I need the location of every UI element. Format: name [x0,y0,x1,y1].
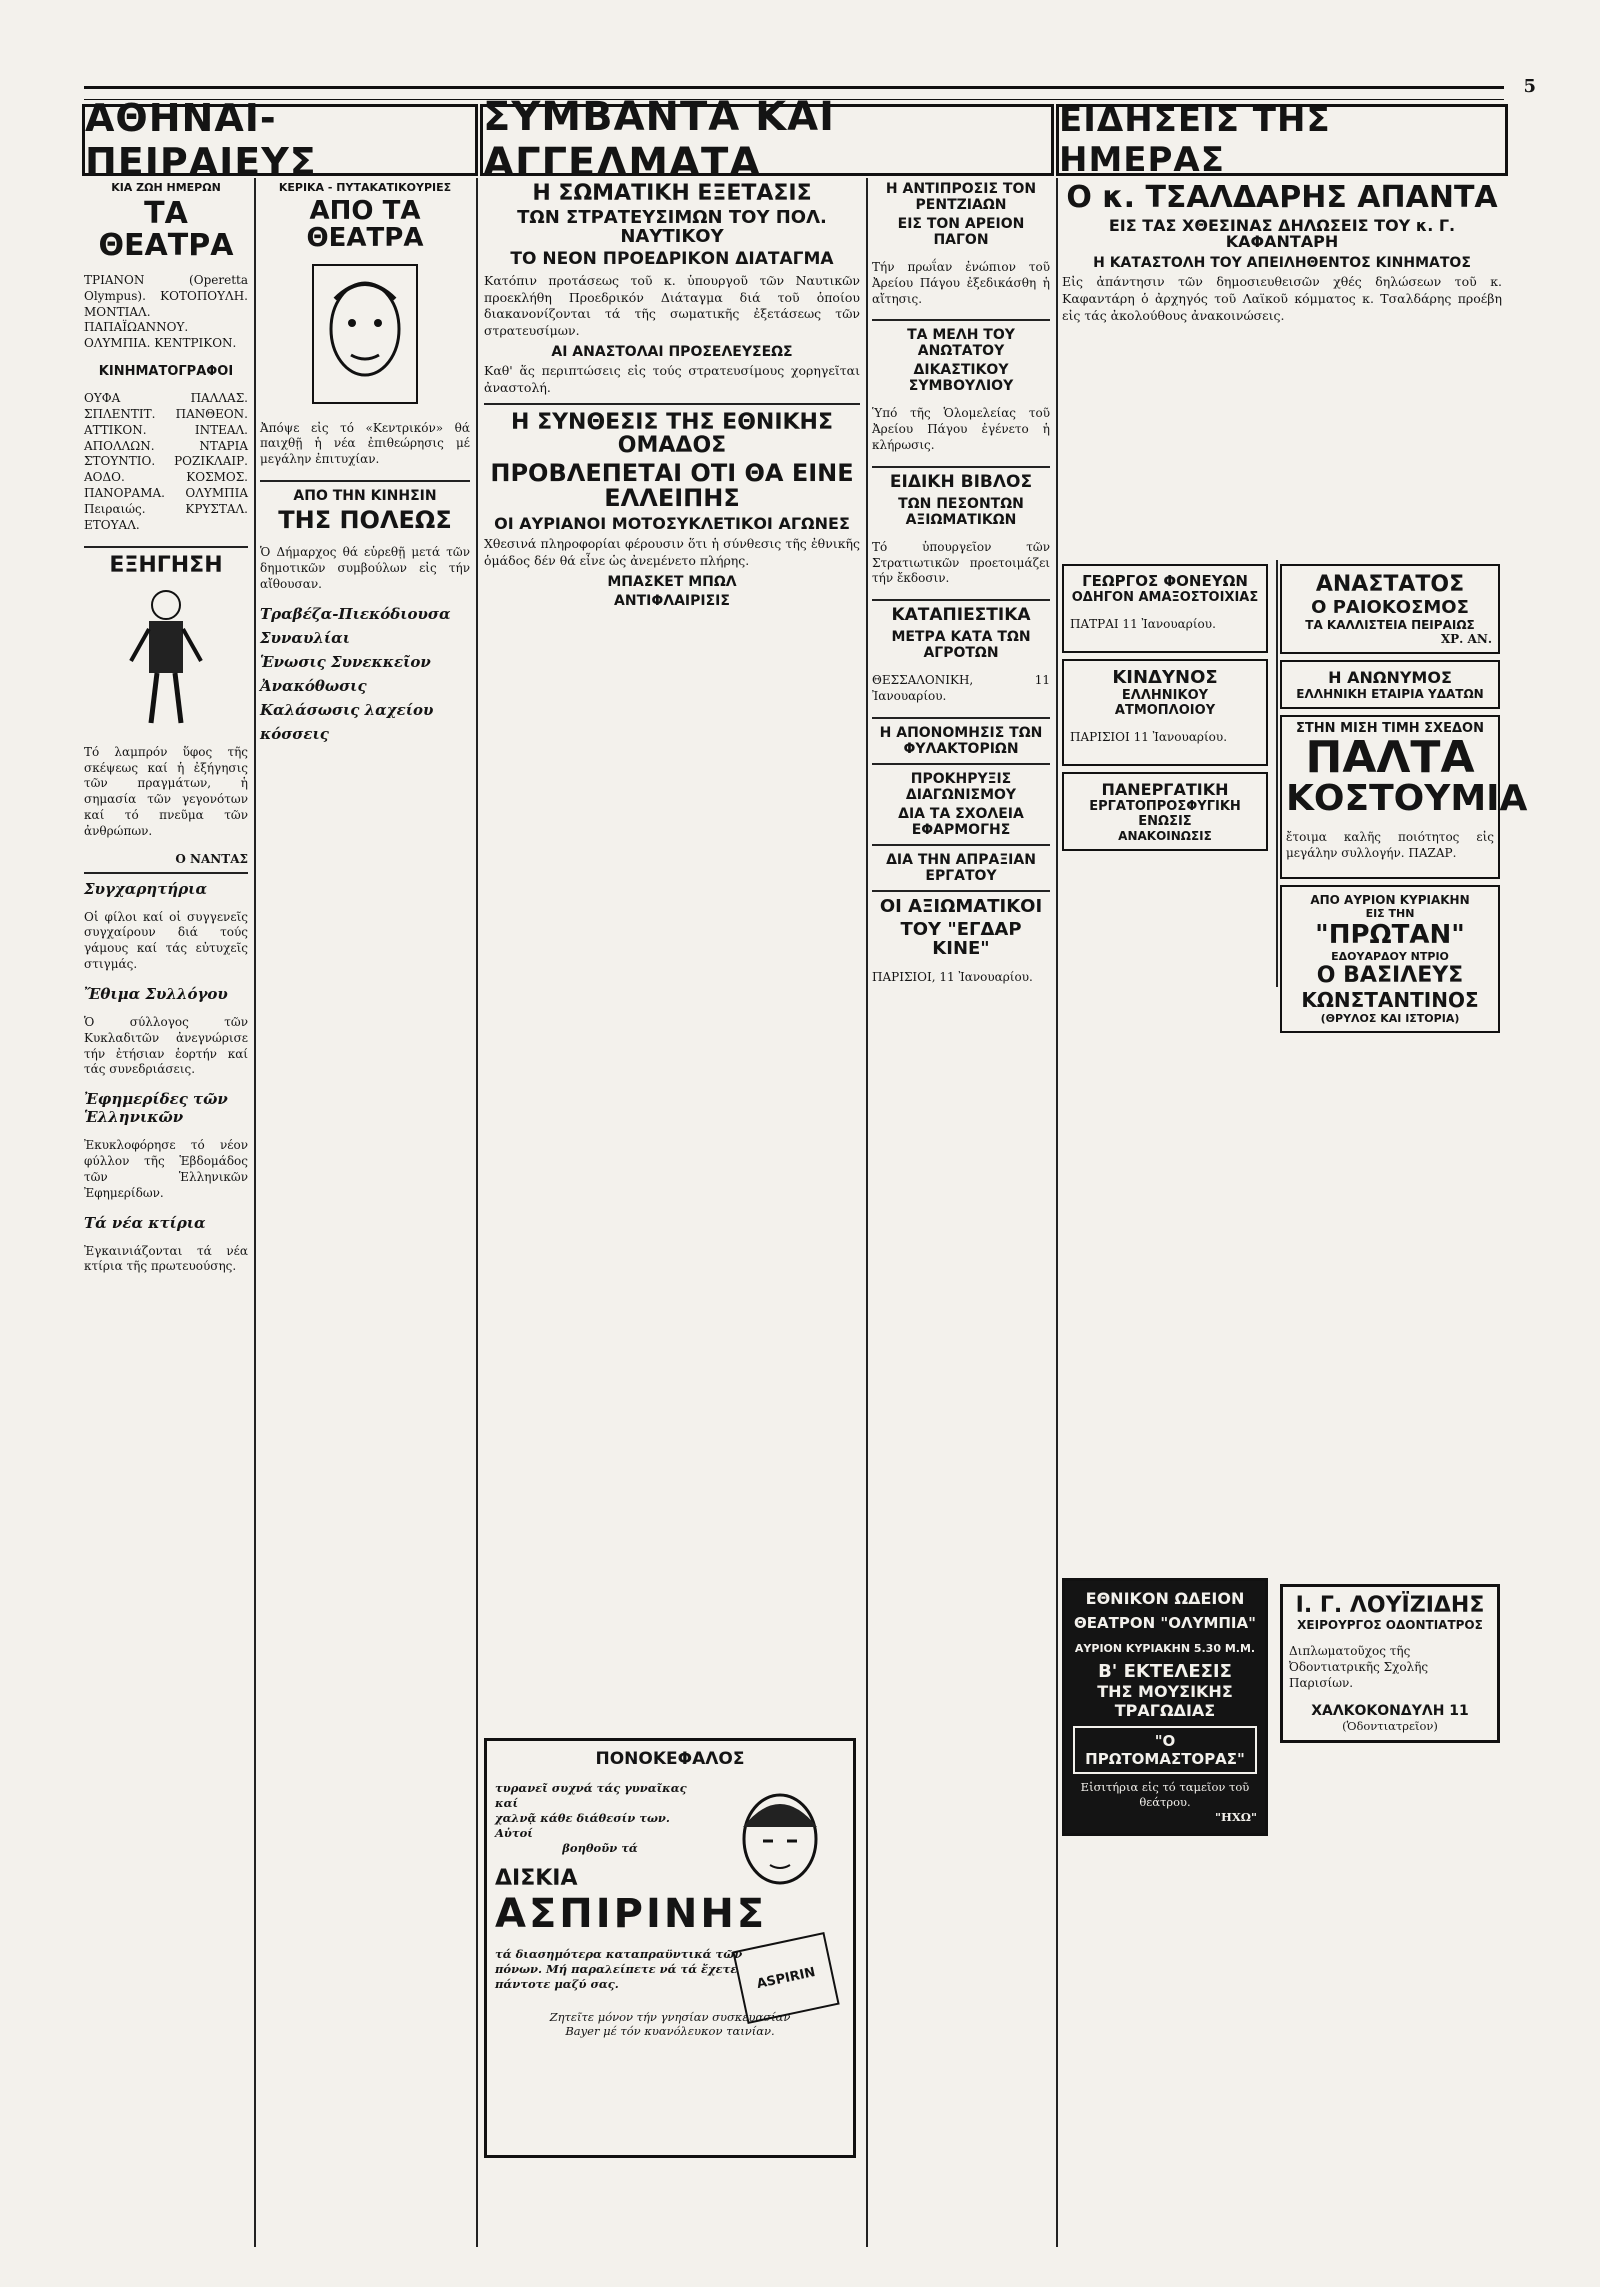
section-body: Ὁ σύλλογος τῶν Κυκλαδιτῶν ἀνεγνώρισε τήν ἐτήσιαν ἑορτήν καί τάς συνεδριάσεις. [84,1014,248,1077]
headline: ΕΙΣ ΤΟΝ ΑΡΕΙΟΝ ΠΑΓΟΝ [897,216,1025,248]
ad-headline: ΠΑΛΤΑ [1305,732,1475,783]
box-headline: ΕΛΛΗΝΙΚΗ ΕΤΑΙΡΙΑ ΥΔΑΤΩΝ [1296,687,1484,701]
section-body: Οἱ φίλοι καί οἱ συγγενεῖς συγχαίρουν διά τούς γάμους καί τάς εὐτυχεῖς στιγμάς. [84,909,248,972]
box-body: ΠΑΡΙΣΙΟΙ 11 Ἰανουαρίου. [1070,729,1228,744]
divider [872,319,1050,321]
headline: Η ΑΠΟΝΟΜΗΣΙΣ ΤΩΝ ΦΥΛΑΚΤΟΡΙΩΝ [879,724,1043,757]
headline: ΤΑ ΜΕΛΗ ΤΟΥ ΑΝΩΤΑΤΟΥ [907,327,1015,360]
section-title: κόσσεις [260,724,329,743]
dentist-advertisement-wrap [1280,1578,1500,1749]
divider [84,872,248,874]
divider [872,844,1050,846]
news-box [1280,660,1500,709]
section-title: Ἔθιμα Συλλόγου [84,984,228,1003]
cartoon-figure-illustration [121,583,211,733]
article-body: Εἰς ἀπάντησιν τῶν δημοσιευθεισῶν χθές δηλώσεων τοῦ κ. Καφαντάρη ὁ ἀρχηγός τοῦ Λαϊκοῦ κόμματος κ. Τσαλδάρης προέβη εἰς τάς ἀκολούθους ἀνακοινώσεις. [1062,274,1502,323]
ad-text: χαλνᾷ κάθε διάθεσίν των. Αὐτοί [495,1810,670,1840]
section-title: Συναυλίαι [260,628,350,647]
left-subcolumn [1062,558,1268,857]
box-headline: ΑΝΑΚΟΙΝΩΣΙΣ [1118,828,1212,843]
ad-body: Διπλωματοῦχος τῆς Ὀδοντιατρικῆς Σχολῆς Παρισίων. [1289,1644,1429,1690]
section-body: Τό λαμπρόν ὕφος τῆς σκέψεως καί ἡ ἐξήγησις τῶν πραγμάτων, ἡ σημασία τῶν γεγονότων καί τό πνεῦμα τῶν ἀνθρώπων. [84,744,248,838]
ad-text: ΧΕΙΡΟΥΡΓΟΣ ΟΔΟΝΤΙΑΤΡΟΣ [1297,1618,1483,1632]
box-headline: ΕΛΛΗΝΙΚΟΥ ΑΤΜΟΠΛΟΙΟΥ [1114,687,1216,718]
masthead-athens-piraeus: ΑΘΗΝΑΙ-ΠΕΙΡΑΙΕΥΣ [82,104,478,176]
portrait-caricature-illustration [305,259,425,409]
ad-text: ΧΑΛΚΟΚΟΝΔΥΛΗ 11 [1311,1703,1469,1720]
subheadline: ΑΙ ΑΝΑΣΤΟΛΑΙ ΠΡΟΣΕΛΕΥΣΕΩΣ [551,344,793,361]
divider [872,599,1050,601]
ad-text: πάντοτε μαζύ σας. [495,1976,619,1991]
ad-product: ΔΙΣΚΙΑ [495,1865,578,1891]
news-box [1280,564,1500,654]
column-rule [254,178,256,2247]
box-headline: ΠΑΝΕΡΓΑΤΙΚΗ [1101,779,1229,799]
section-title: Καλάσωσις λαχείου [260,700,434,719]
ad-text: ΑΠΟ ΑΥΡΙΟΝ ΚΥΡΙΑΚΗΝ [1310,893,1470,908]
ad-text: τά διασημότερα καταπραϋντικά τῶν [495,1946,743,1961]
box-headline: ΓΕΩΡΓΟΣ ΦΟΝΕΥΩΝ [1082,572,1248,590]
ad-footer: Bayer μέ τόν κυανόλευκον ταινίαν. [565,2024,775,2039]
headline: ΟΙ ΑΞΙΩΜΑΤΙΚΟΙ [879,895,1043,917]
headline: ΔΙΑ ΤΑ ΣΧΟΛΕΙΑ ΕΦΑΡΜΟΓΗΣ [898,805,1024,838]
right-subcolumn [1280,558,1528,1039]
box-headline: ΟΔΗΓΟΝ ΑΜΑΞΟΣΤΟΙΧΙΑΣ [1071,590,1259,605]
article-body: Τήν πρωΐαν ἐνώπιον τοῦ Ἀρείου Πάγου ἐξεδικάσθη ἡ αἴτησις. [872,260,1050,306]
ad-text: ΣΤΗΝ ΜΙΣΗ ΤΙΜΗ ΣΧΕΔΟΝ [1296,721,1484,736]
column-rule [1056,178,1058,2247]
headline: ΕΙΔΙΚΗ ΒΙΒΛΟΣ [889,471,1033,492]
box-headline: ΕΡΓΑΤΟΠΡΟΣΦΥΓΙΚΗ ΕΝΩΣΙΣ [1089,798,1241,829]
news-box [1062,564,1268,653]
divider [872,717,1050,719]
headline: Ο κ. ΤΣΑΛΔΑΡΗΣ ΑΠΑΝΤΑ [1066,180,1498,215]
signature: ΧΡ. ΑΝ. [1440,632,1492,646]
subheadline: ΜΠΑΣΚΕΤ ΜΠΩΛ [607,574,737,591]
column-1 [84,178,248,2248]
section-title: ΕΞΗΓΗΣΗ [109,552,223,578]
ad-signature: "ΗΧΩ" [1214,1809,1257,1824]
section-body: Ἀπόψε εἰς τό «Κεντρικόν» θά παιχθῇ ἡ νέα ἐπιθεώρησις μέ μεγάλην ἐπιτυχίαν. [260,420,470,467]
divider [484,403,860,405]
box-headline: Η ΑΝΩΝΥΜΟΣ [1328,668,1452,687]
column-2 [260,178,470,2248]
ad-text: Εἰσιτήρια εἰς τό ταμεῖον τοῦ θεάτρου. [1080,1780,1250,1809]
ad-headline: ΤΡΑΓΩΔΙΑΣ [1114,1701,1216,1720]
section-title: Συγχαρητήρια [84,879,207,898]
column-kicker: ΚΕΡΙΚΑ - ΠΥΤΑΚΑΤΙΚΟΥΡΙΕΣ [278,181,452,194]
ad-headline: ΚΩΝΣΤΑΝΤΙΝΟΣ [1301,988,1479,1013]
section-body: Ὁ Δήμαρχος θά εὑρεθῇ μετά τῶν δημοτικῶν συμβούλων εἰς τήν αἴθουσαν. [260,545,470,591]
ad-text: ΕΙΣ ΤΗΝ [1365,907,1415,921]
ad-body: ἔτοιμα καλῆς ποιότητος εἰς μεγάλην συλλογήν. ΠΑΖΑΡ. [1286,829,1494,860]
ad-headline: "Ο ΠΡΩΤΟΜΑΣΤΟΡΑΣ" [1073,1726,1257,1774]
headline: ΤΩΝ ΣΤΡΑΤΕΥΣΙΜΩΝ ΤΟΥ ΠΟΛ. ΝΑΥΤΙΚΟΥ [517,207,827,247]
ad-headline: ΤΗΣ ΜΟΥΣΙΚΗΣ [1097,1682,1233,1701]
cinemas-title: ΚΙΝΗΜΑΤΟΓΡΑΦΟΙ [98,364,234,380]
article-body: Καθ' ἅς περιπτώσεις εἰς τούς στρατευσίμους χορηγεῖται ἀναστολή. [484,363,860,396]
news-box [1062,772,1268,851]
column-4 [872,178,1050,2248]
aspirin-box-illustration: ASPIRIN [732,1932,839,2024]
box-headline: ΚΙΝΔΥΝΟΣ [1112,666,1218,688]
cinemas-list: ΟΥΦΑ ΠΑΛΛΑΣ. ΣΠΛΕΝΤΙΤ. ΠΑΝΘΕΟΝ. ΑΤΤΙΚΟΝ. ΙΝΤΕΑΛ. ΑΠΟΛΛΩΝ. ΝΤΑΡΙΑ ΣΤΟΥΝΤΙΟ. ΡΟΖΙΚΛΑΙΡ. ΑΟΔΟ. ΚΟΣΜΟΣ. ΠΑΝΟΡΑΜΑ. ΟΛΥΜΠΙΑ Πειραιώς. ΚΡΥΣΤΑΛ. ΕΤΟΥΑΛ. [84,391,248,532]
section-title: Τά νέα κτίρια [84,1213,206,1232]
divider [84,546,248,548]
headline: Η ΣΥΝΘΕΣΙΣ ΤΗΣ ΕΘΝΙΚΗΣ ΟΜΑΔΟΣ [511,409,833,459]
signature: Ο ΝΑΝΤΑΣ [175,851,248,866]
section-title: Ἑνωσις Συνεκκεῖον [260,652,431,671]
page-number: 5 [1523,76,1536,97]
headline: Η ΑΝΤΙΠΡΟΣΙΣ ΤΟΝ ΡΕΝΤΖΙΑΩΝ [885,181,1037,213]
headline: Η ΣΩΜΑΤΙΚΗ ΕΞΕΤΑΣΙΣ [532,181,812,206]
ad-headline: ΠΟΝΟΚΕΦΑΛΟΣ [595,1749,745,1769]
article-body: Τό ὑπουργεῖον τῶν Στρατιωτικῶν προετοιμάζει τήν ἔκδοσιν. [872,539,1050,586]
headline: ΤΩΝ ΠΕΣΟΝΤΩΝ ΑΞΙΩΜΑΤΙΚΩΝ [898,495,1024,528]
column-5 [1062,178,1528,2248]
box-headline: ΑΝΑΣΤΑΤΟΣ [1315,572,1465,597]
section-title: Ἀνακόθωσις [260,676,367,695]
subheadline: ΟΙ ΑΥΡΙΑΝΟΙ ΜΟΤΟΣΥΚΛΕΤΙΚΟΙ ΑΓΩΝΕΣ [494,513,850,533]
ad-headline: ΘΕΑΤΡΟΝ "ΟΛΥΜΠΙΑ" [1074,1614,1256,1632]
headline: ΜΕΤΡΑ ΚΑΤΑ ΤΩΝ ΑΓΡΟΤΩΝ [891,629,1031,662]
masthead-news: ΕΙΔΗΣΕΙΣ ΤΗΣ ΗΜΕΡΑΣ [1056,104,1508,176]
headline: ΠΡΟΚΗΡΥΞΙΣ ΔΙΑΓΩΝΙΣΜΟΥ [905,770,1017,803]
ad-footer: Ζητεῖτε μόνον τήν γνησίαν συσκευασίαν [549,2009,791,2024]
divider [872,763,1050,765]
section-title: Τραβέζα-Πιεκόδιουσα [260,604,451,623]
headline: ΤΟΥ "ΕΓΔΑΡ ΚΙΝΕ" [900,918,1022,959]
ad-text: πόνων. Μή παραλείπετε νά τά ἔχετε [495,1961,738,1976]
ad-headline: ΚΟΣΤΟΥΜΙΑ [1286,778,1528,819]
ad-text: (Ὁδοντιατρεῖον) [1342,1719,1438,1734]
ad-text: τυρανεῖ συχνά τάς γυναῖκας καί [495,1781,687,1810]
section-title: ΑΠΟ ΤΑ ΘΕΑΤΡΑ [306,196,424,254]
box-body: ΠΑΤΡΑΙ 11 Ἰανουαρίου. [1070,617,1216,631]
divider [872,466,1050,468]
headline: ΠΡΟΒΛΕΠΕΤΑΙ ΟΤΙ ΘΑ ΕΙΝΕ ΕΛΛΕΙΠΗΣ [490,459,854,513]
news-box [1062,659,1268,766]
section-title: ΤΗΣ ΠΟΛΕΩΣ [278,506,452,535]
headline: ΚΑΤΑΠΙΕΣΤΙΚΑ [891,605,1031,626]
ad-text: ΕΔΟΥΑΡΔΟΥ ΝΤΡΙΟ [1331,950,1449,964]
section-body: Ἐγκαινιάζονται τά νέα κτίρια τῆς πρωτευούσης. [84,1243,248,1274]
divider [260,480,470,482]
ad-text: βοηθοῦν τά [562,1840,638,1855]
conservatory-advertisement [1062,1578,1268,1836]
aspirin-advertisement [484,1738,856,2158]
conservatory-advertisement-wrap [1062,1578,1268,1836]
section-title: ΑΠΟ ΤΗΝ ΚΙΝΗΣΙΝ [293,488,437,505]
woman-portrait-illustration [715,1781,845,1901]
theatres-list: ΤΡΙΑΝΟΝ (Operetta Olympus). ΚΟΤΟΠΟΥΛΗ. ΜΟΝΤΙΑΛ. ΠΑΠΑΪΩΑΝΝΟΥ. ΟΛΥΜΠΙΑ. ΚΕΝΤΡΙΚΟΝ. [84,273,248,351]
column-rule [866,178,868,2247]
headline: ΔΙΑ ΤΗΝ ΑΠΡΑΞΙΑΝ ΕΡΓΑΤΟΥ [886,851,1036,884]
theatres-title: ΤΑ ΘΕΑΤΡΑ [98,196,234,263]
section-body: Ἐκυκλοφόρησε τό νέον φύλλον τῆς Ἑβδομάδος τῶν Ἑλληνικῶν Ἐφημερίδων. [84,1138,248,1200]
subheadline: ΤΟ ΝΕΟΝ ΠΡΟΕΔΡΙΚΟΝ ΔΙΑΤΑΓΜΑ [510,248,834,269]
ad-product: ΑΣΠΙΡΙΝΗΣ [495,1890,768,1937]
column-rule [476,178,478,2247]
clothing-advertisement [1280,715,1528,879]
headline: ΔΙΚΑΣΤΙΚΟΥ ΣΥΜΒΟΥΛΙΟΥ [908,362,1014,395]
article-body: ΠΑΡΙΣΙΟΙ, 11 Ἰανουαρίου. [872,970,1033,985]
article-body: Κατόπιν προτάσεως τοῦ κ. ὑπουργοῦ τῶν Ναυτικῶν προεκλήθη Προεδρικόν Διάταγμα διά τοῦ ὁποίου διακανονίζονται τά τῆς σωματικῆς ἐξετάσεως τῶν στρατευσίμων. [484,272,860,339]
divider [872,890,1050,892]
subheadline: Η ΚΑΤΑΣΤΟΛΗ ΤΟΥ ΑΠΕΙΛΗΘΕΝΤΟΣ ΚΙΝΗΜΑΤΟΣ [1093,255,1471,272]
ad-headline: Ο ΒΑΣΙΛΕΥΣ [1316,963,1464,989]
dentist-advertisement [1280,1584,1500,1743]
ad-headline: Β' ΕΚΤΕΛΕΣΙΣ [1098,1661,1232,1682]
section-title: Ἐφημερίδες τῶν Ἑλληνικῶν [84,1090,228,1127]
box-headline: ΤΑ ΚΑΛΛΙΣΤΕΙΑ ΠΕΙΡΑΙΩΣ [1305,618,1475,632]
masthead-events: ΣΥΜΒΑΝΤΑ ΚΑΙ ΑΓΓΕΛΜΑΤΑ [480,104,1054,176]
subheadline: ΑΝΤΙΦΛΑΙΡΙΣΙΣ [614,593,730,610]
ad-headline: Ι. Γ. ΛΟΥΪΖΙΔΗΣ [1295,1593,1485,1618]
ad-headline: ΕΘΝΙΚΟΝ ΩΔΕΙΟΝ [1085,1589,1245,1608]
ad-text: (ΘΡΥΛΟΣ ΚΑΙ ΙΣΤΟΡΙΑ) [1320,1012,1460,1026]
article-body: Ὑπό τῆς Ὁλομελείας τοῦ Ἀρείου Πάγου ἐγένετο ἡ κλήρωσις. [872,406,1050,453]
column-3 [484,178,860,2248]
box-headline: Ο ΡΑΙΟΚΟΣΜΟΣ [1311,597,1469,618]
column-kicker: ΚΙΑ ΖΩΗ ΗΜΕΡΩΝ [111,181,221,194]
cinema-advertisement [1280,885,1500,1033]
article-body: Χθεσινά πληροφορίαι φέρουσιν ὅτι ἡ σύνθεσις τῆς ἐθνικῆς ὁμάδος δέν θά εἶνε ὡς ἀνεμένετο πλήρης. [484,536,860,569]
ad-headline: "ΠΡΩΤΑΝ" [1315,920,1465,951]
article-body: ΘΕΣΣΑΛΟΝΙΚΗ, 11 Ἰανουαρίου. [872,673,1050,703]
ad-text: ΑΥΡΙΟΝ ΚΥΡΙΑΚΗΝ 5.30 Μ.Μ. [1074,1642,1256,1655]
headline: ΕΙΣ ΤΑΣ ΧΘΕΣΙΝΑΣ ΔΗΛΩΣΕΙΣ ΤΟΥ κ. Γ. ΚΑΦΑΝΤΑΡΗ [1108,215,1456,252]
